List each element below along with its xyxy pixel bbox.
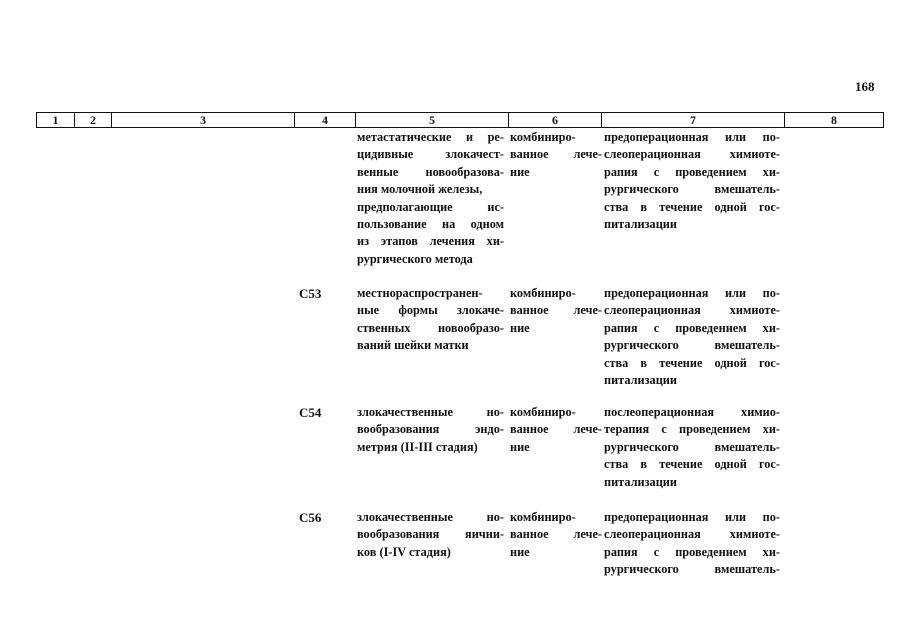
column-header-row bbox=[36, 112, 884, 128]
text-line: ванное лече- bbox=[510, 303, 602, 318]
text-line: терапия с проведением хи- bbox=[604, 422, 780, 437]
text-line: рапия с проведением хи- bbox=[604, 320, 780, 335]
text-line: ванное лече- bbox=[510, 527, 602, 542]
column-header-4: 4 bbox=[295, 113, 356, 128]
text-line: венные новообразова- bbox=[357, 164, 504, 179]
text-line: предоперационная или по- bbox=[604, 286, 780, 300]
text-line: ваний шейки матки bbox=[357, 338, 469, 353]
treatment-method-cell bbox=[604, 129, 780, 233]
treatment-type-cell bbox=[510, 509, 602, 561]
diagnosis-cell bbox=[357, 129, 504, 268]
treatment-method-cell bbox=[604, 509, 780, 579]
text-line: рургического метода bbox=[357, 251, 473, 266]
text-line: вообразования эндо- bbox=[357, 422, 504, 437]
text-line: комбиниро- bbox=[510, 510, 576, 524]
text-line: ния молочной железы, bbox=[357, 182, 483, 197]
text-line: ственных новообразо- bbox=[357, 320, 504, 335]
text-line: вообразования яични- bbox=[357, 527, 504, 542]
text-line: ные формы злокаче- bbox=[357, 303, 504, 318]
text-line: ние bbox=[510, 544, 530, 559]
icd-code: С54 bbox=[299, 405, 322, 420]
text-line: комбиниро- bbox=[510, 286, 576, 300]
text-line: рургического вмешатель- bbox=[604, 439, 780, 454]
text-line: метастатические и ре- bbox=[357, 130, 504, 144]
treatment-method-cell bbox=[604, 404, 780, 491]
text-line: питализации bbox=[604, 216, 677, 231]
column-header-2: 2 bbox=[75, 113, 112, 128]
text-line: рургического вмешатель- bbox=[604, 182, 780, 197]
text-line: рургического вмешатель- bbox=[604, 562, 780, 577]
text-line: послеоперационная химио- bbox=[604, 405, 780, 419]
text-line: рургического вмешатель- bbox=[604, 338, 780, 353]
text-line: метрия (II-III стадия) bbox=[357, 439, 478, 454]
text-line: из этапов лечения хи- bbox=[357, 234, 504, 249]
text-line: предполагающие ис- bbox=[357, 199, 504, 214]
text-line: пользование на одном bbox=[357, 216, 504, 231]
diagnosis-cell bbox=[357, 404, 504, 456]
text-line: ства в течение одной гос- bbox=[604, 457, 780, 472]
text-line: питализации bbox=[604, 372, 677, 387]
text-line: питализации bbox=[604, 474, 677, 489]
text-line: злокачественные но- bbox=[357, 510, 504, 524]
text-line: цидивные злокачест- bbox=[357, 147, 504, 162]
treatment-type-cell bbox=[510, 285, 602, 337]
text-line: слеоперационная химиоте- bbox=[604, 147, 780, 162]
text-line: слеоперационная химиоте- bbox=[604, 527, 780, 542]
text-line: ства в течение одной гос- bbox=[604, 355, 780, 370]
column-header-6: 6 bbox=[509, 113, 602, 128]
text-line: ванное лече- bbox=[510, 147, 602, 162]
text-line: ние bbox=[510, 439, 530, 454]
text-line: злокачественные но- bbox=[357, 405, 504, 419]
text-line: ства в течение одной гос- bbox=[604, 199, 780, 214]
icd-code: С53 bbox=[299, 286, 322, 301]
text-line: ние bbox=[510, 164, 530, 179]
text-line: ков (I-IV стадия) bbox=[357, 544, 451, 559]
text-line: предоперационная или по- bbox=[604, 130, 780, 144]
text-line: комбиниро- bbox=[510, 405, 576, 419]
text-line: рапия с проведением хи- bbox=[604, 544, 780, 559]
column-header-1: 1 bbox=[37, 113, 75, 128]
text-line: комбиниро- bbox=[510, 130, 576, 144]
treatment-type-cell bbox=[510, 129, 602, 181]
treatment-method-cell bbox=[604, 285, 780, 389]
treatment-type-cell bbox=[510, 404, 602, 456]
text-line: местнораспространен- bbox=[357, 286, 483, 300]
diagnosis-cell bbox=[357, 509, 504, 561]
column-header-3: 3 bbox=[112, 113, 295, 128]
column-header-7: 7 bbox=[602, 113, 785, 128]
icd-code: С56 bbox=[299, 510, 322, 525]
text-line: слеоперационная химиоте- bbox=[604, 303, 780, 318]
text-line: предоперационная или по- bbox=[604, 510, 780, 524]
text-line: ние bbox=[510, 320, 530, 335]
page-number: 168 bbox=[855, 79, 875, 94]
diagnosis-cell bbox=[357, 285, 504, 355]
column-header-5: 5 bbox=[356, 113, 509, 128]
column-header-8: 8 bbox=[785, 113, 884, 128]
text-line: ванное лече- bbox=[510, 422, 602, 437]
text-line: рапия с проведением хи- bbox=[604, 164, 780, 179]
